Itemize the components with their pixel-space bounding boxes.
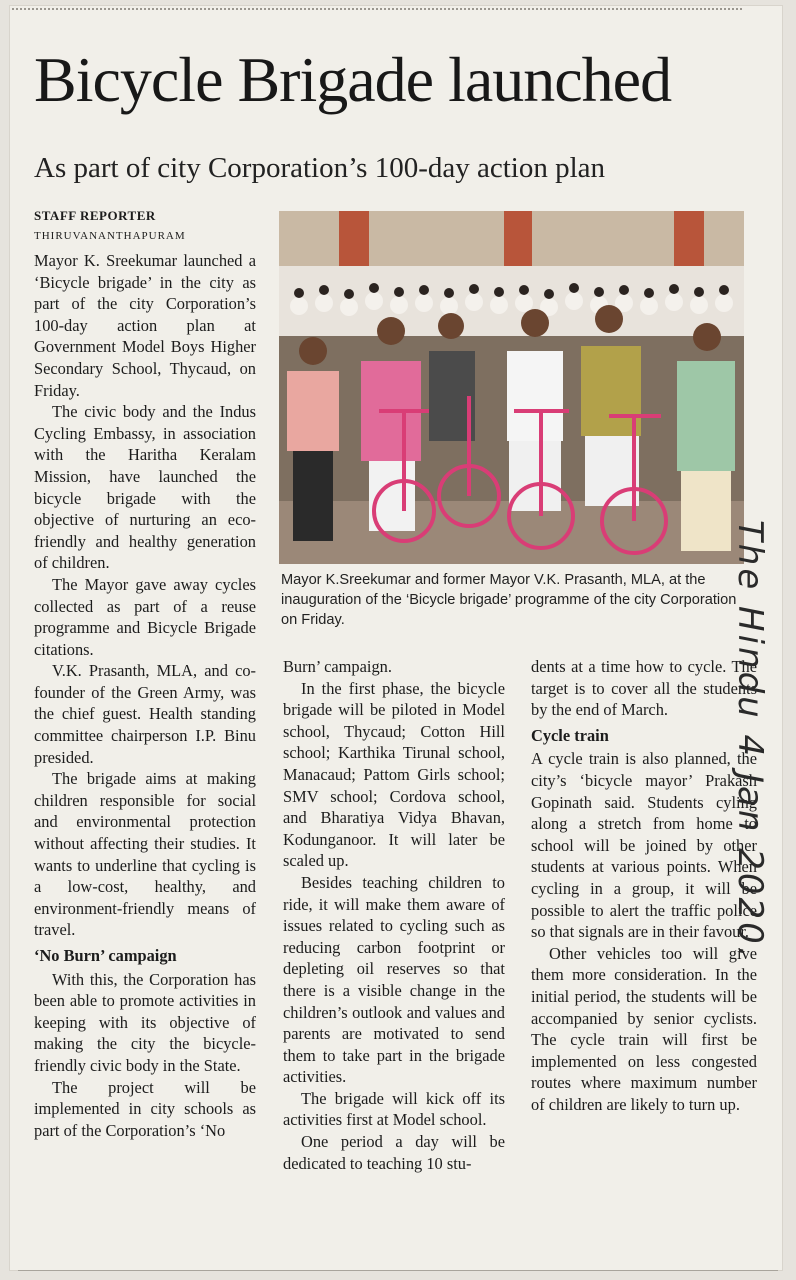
paragraph: In the first phase, the bicycle brigade will be piloted in Model school, Thycaud; Cotton Hill school; Karthika Tirunal school, Manacaud; Pattom Girls school; SMV school; Cordova school, and Bharatiya Vidya Bhavan, Kodunganoor. It will later be scaled up.	[283, 678, 505, 871]
article-column-2	[283, 656, 505, 1174]
paragraph: With this, the Corporation has been able to promote activities in keeping with its objective of making the city the bicycle-friendly civic body in the State.	[34, 969, 256, 1075]
paragraph: A cycle train is also planned, the city’s ‘bicycle mayor’ Prakash Gopinath said. Students cyling along a stretch from home to school will be joined by other students at various points. When cycling in a group, it will be possible to alert the traffic police so that signals are in their favour.	[531, 749, 757, 942]
perforation-edge	[12, 8, 742, 14]
photo-caption: Mayor K.Sreekumar and former Mayor V.K. Prasanth, MLA, at the inauguration of the ‘Bicycle brigade’ programme of the city Corporation on Friday.	[281, 572, 737, 628]
article-column-3	[531, 656, 757, 1115]
paragraph: Besides teaching children to ride, it will make them aware of issues related to cycling such as reducing carbon footprint or depleting oil reserves so that there is a visible change in the children’s outlook and values and parents are motivated to send them to take part in the brigade activities.	[283, 872, 505, 1087]
subheadline: As part of city Corporation’s 100-day action plan	[34, 152, 606, 184]
paragraph: Burn’ campaign.	[283, 657, 392, 676]
news-photo	[279, 211, 744, 564]
dateline: THIRUVANANTHAPURAM	[34, 230, 186, 242]
bottom-rule	[18, 1270, 778, 1271]
photo-illustration	[279, 211, 744, 564]
handwritten-note: The Hindu 4 Jan 2020.	[730, 520, 770, 961]
headline: Bicycle Brigade launched	[34, 44, 672, 115]
paragraph: The project will be implemented in city schools as part of the Corporation’s ‘No	[34, 1077, 256, 1140]
paragraph: The brigade will kick off its activities first at Model school.	[283, 1088, 505, 1130]
section-heading: Cycle train	[531, 725, 609, 745]
paragraph: The civic body and the Indus Cycling Embassy, in association with the Haritha Keralam Mission, have launched the bicycle brigade with the objective of nurturing an eco-friendly and healthy generation of children.	[34, 402, 256, 573]
paragraph: dents at a time how to cycle. The target is to cover all the students by the end of March.	[531, 657, 757, 720]
paragraph: Mayor K. Sreekumar launched a ‘Bicycle brigade’ in the city as part of the city Corporation’s 100-day action plan at Government Model Boys Higher Secondary School, Thycaud, on Friday.	[34, 251, 256, 400]
byline: STAFF REPORTER	[34, 208, 156, 223]
paragraph: The Mayor gave away cycles collected as part of a reuse programme and Bicycle Brigade citations.	[34, 574, 256, 659]
paragraph: One period a day will be dedicated to teaching 10 stu-	[283, 1132, 505, 1173]
article-column-1	[34, 250, 256, 1141]
paragraph: The brigade aims at making children responsible for social and environmental protection without affecting their studies. It wants to underline that cycling is a low-cost, healthy, and environment-friendly means of travel.	[34, 769, 256, 940]
paragraph: Other vehicles too will give them more consideration. In the initial period, the students will be accompanied by senior cyclists. The cycle train will first be implemented on less congested routes where maximum number of children are likely to turn up.	[531, 943, 757, 1114]
section-heading: ‘No Burn’ campaign	[34, 946, 177, 965]
paragraph: V.K. Prasanth, MLA, and co-founder of the Green Army, was the chief guest. Health standing committee chairperson I.P. Binu presided.	[34, 661, 256, 767]
